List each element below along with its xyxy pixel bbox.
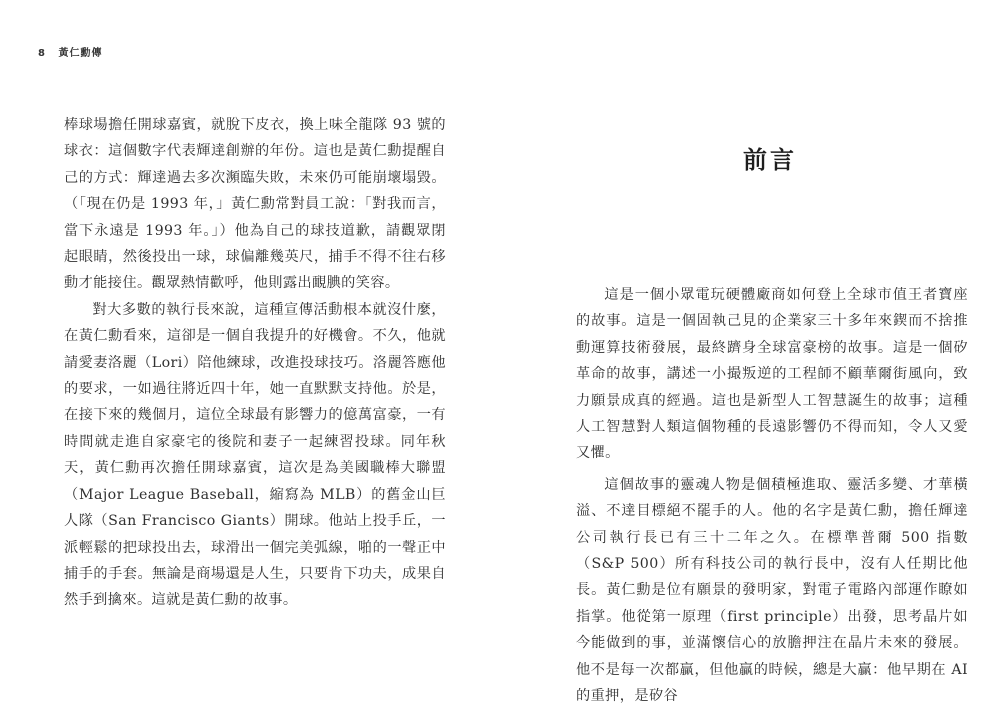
- running-header: [38, 44, 102, 59]
- left-paragraph-2: 對大多數的執行長來說，這種宣傳活動根本就沒什麼，在黃仁勳看來，這卻是一個自我提升的好機會。不久，他就請愛妻洛麗（Lori）陪他練球，改進投球技巧。洛麗答應他的要求，一如過往將近四十年，她一直默默支持他。於是，在接下來的幾個月，這位全球最有影響力的億萬富豪，一有時間就走進自家豪宅的後院和妻子一起練習投球。同年秋天，黃仁勳再次擔任開球嘉賓，這次是為美國職棒大聯盟（Major League Baseball，縮寫為 MLB）的舊金山巨人隊（San Francisco Giants）開球。他站上投手丘，一派輕鬆的把球投出去，球滑出一個完美弧線，啪的一聲正中捕手的手套。無論是商場還是人生，只要肯下功夫，成果自然手到擒來。這就是黃仁勳的故事。: [64, 301, 446, 609]
- left-paragraph-1: 棒球場擔任開球嘉賓，就脫下皮衣，換上味全龍隊 93 號的球衣：這個數字代表輝達創辦的年份。這也是黃仁勳提醒自己的方式：輝達過去多次瀕臨失敗，未來仍可能崩壞塌毀。（「現在仍是 1993 年，」黃仁勳常對員工說：「對我而言，當下永遠是 1993 年。」）他為自己的球技道歉，請觀眾閉起眼睛，然後投出一球，球偏離幾英尺，捕手不得不往右移動才能接住。觀眾熱情歡呼，他則露出靦腆的笑容。: [64, 117, 446, 292]
- right-paragraph-2: 這個故事的靈魂人物是個積極進取、靈活多變、才華橫溢、不達目標絕不罷手的人。他的名字是黃仁勳，擔任輝達公司執行長已有三十二年之久。在標準普爾 500 指數（S&P 500）所有科技公司的執行長中，沒有人任期比他長。黃仁勳是位有願景的發明家，對電子電路內部運作瞭如指掌。他從第一原理（first principle）出發，思考晶片如今能做到的事，並滿懷信心的放膽押注在晶片未來的發展。他不是每一次都贏，但他贏的時候，總是大贏：他早期在 AI 的重押，是矽谷: [576, 476, 968, 705]
- left-page-body: [64, 112, 446, 614]
- right-page-body: [576, 282, 968, 710]
- page-number: 8: [38, 48, 46, 59]
- running-title: 黃仁勳傳: [58, 48, 103, 59]
- chapter-title: 前言: [743, 145, 797, 174]
- right-paragraph-1: 這是一個小眾電玩硬體廠商如何登上全球市值王者寶座的故事。這是一個固執己見的企業家三十多年來鍥而不捨推動運算技術發展，最終躋身全球富豪榜的故事。這是一個矽革命的故事，講述一小撮叛逆的工程師不顧華爾街風向，致力願景成真的經過。這也是新型人工智慧誕生的故事；這種人工智慧對人類這個物種的長遠影響仍不得而知，令人又愛又懼。: [576, 287, 968, 462]
